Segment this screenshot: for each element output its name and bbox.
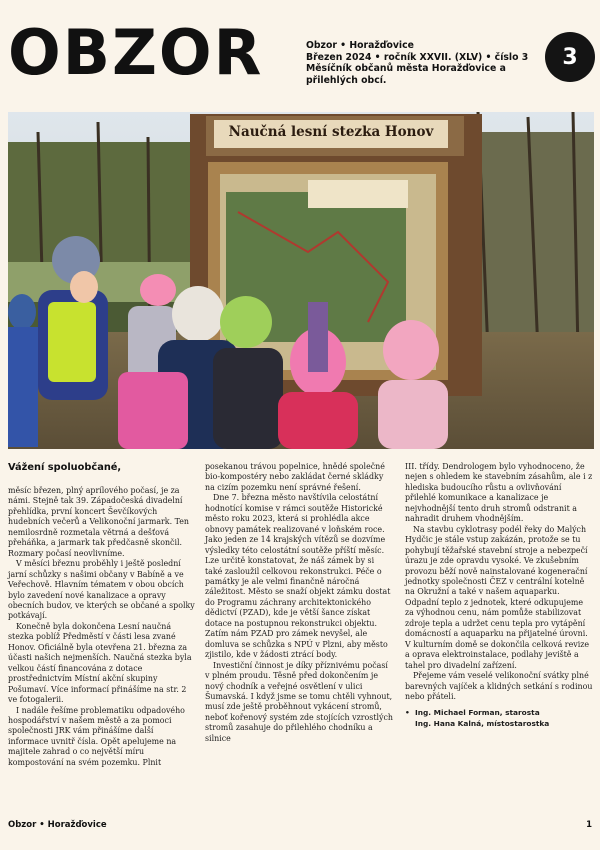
paragraph: Investiční činnost je díky příznivému počasí v plném proudu. Těsně před dokončením je nový chodník a veřejné osvětlení v ulici Šumavská. I když jsme se tomu chtěli vyhnout, musí zde ještě proběhnout vykácení stromů, neboť kořenový systém zde stojících vzrostlých stromů zasahuje do přilehlého chodníku a silnice [205,660,393,743]
publisher-line: Obzor • Horažďovice [306,40,414,51]
cover-photo [8,112,594,449]
paragraph: měsíc březen, plný aprílového počasí, je za námi. Stejně tak 39. Západočeská divadelní přehlídka, první koncert Ševčíkových hudebních večerů a Velikonoční jarmark. Ten nemilosrdně rozmetala větrná a dešťová přeháňka, a jarmark tak předčasně skončil. Rozmary počasí neovlivníme. [8,486,190,558]
article-column-3 [405,462,593,729]
article-column-2 [205,462,393,744]
masthead [0,0,600,112]
article-column-1 [8,486,196,768]
signature-line-1: Ing. Michael Forman, starosta [415,708,540,718]
paragraph: III. třídy. Dendrologem bylo vyhodnoceno, že nejen s ohledem ke stavebním zásahům, ale i z hlediska budoucího růstu a ovlivňování přilehlé komunikace a kanalizace je nejvhodnější tento druh stromů odstranit a nahradit druhem vhodnějším. [405,462,593,524]
issue-info [306,40,536,86]
cover-photo-illustration [8,112,594,449]
article-salutation: Vážení spoluobčané, [8,462,122,473]
newspaper-logo: OBZOR [8,16,264,89]
issue-line: Březen 2024 • ročník XXVII. (XLV) • číslo 3 [306,51,529,63]
signature-line-2: Ing. Hana Kalná, místostarostka [415,718,550,728]
paragraph: posekanou trávou popelnice, hnědé společné bio-kompostéry nebo zakládat černé skládky na cizím pozemku není správné řešení. [205,462,385,492]
paragraph: I nadále řešíme problematiku odpadového hospodářství v našem městě a za pomoci společnosti JRK vám přinášíme další informace uvnitř čísla. Opět apelujeme na majitele zahrad o co největší míru kompostování na svém pozemku. Plnit [8,705,185,767]
page-number: 1 [586,820,592,830]
issue-number-badge: 3 [545,32,595,82]
paragraph: Konečně byla dokončena Lesní naučná stezka poblíž Předměstí v části lesa zvané Honov. Oficiálně byla otevřena 21. března za účasti našich nejmenších. Naučná stezka byla velkou částí financována z dotace prostřednictvím Místní akční skupiny Pošumaví. Více informací přinášíme na str. 2 ve fotogalerii. [8,621,192,705]
paragraph: Přejeme vám veselé velikonoční svátky plné barevných vajíček a klidných setkání s rodinou nebo přáteli. [405,671,593,701]
paragraph: V měsíci březnu proběhly i ještě poslední jarní schůzky s našimi občany v Babíně a ve Veřechově. Hlavním tématem v obou obcích bylo zavedení nové kanalizace a opravy obecních budov, ve kterých se občané a spolky potkávají. [8,559,195,621]
paragraph: Dne 7. března město navštívila celostátní hodnotící komise v rámci soutěže Historické město roku 2023, která si prohlédla akce obnovy památek realizované v loňském roce. Jako jeden ze 14 krajských vítězů se dozvíme výsledky této celostátní soutěže příští měsíc. Lze určitě konstatovat, že náš zámek by si také zasloužil celkovou rekonstrukci. Péče o památky je ale velmi finančně náročná záležitost. Město se snaží objekt zámku dostat do Programu záchrany architektonického dědictví (PZAD), kde je větší šance získat dotace na postupnou rekonstrukci objektu. Zatím nám PZAD pro zámek nevyšel, ale domluva se schůzka s NPÚ v Plzni, aby město zjistilo, kde v žádosti ztrácí body. [205,493,391,660]
signature [405,708,593,729]
footer-publication: Obzor • Horažďovice [8,820,107,830]
paragraph: Na stavbu cyklotrasy podél řeky do Malých Hydčic je stále vstup zakázán, protože se tu pohybují těžařské stavební stroje a nebezpečí úrazu je zde opravdu vysoké. Ve zkušebním provozu běží nově nainstalované kogenerační jednotky společnosti ČEZ v centrální kotelně na Okružní a také v našem aquaparku. Odpadní teplo z jednotek, které odkupujeme za výhodnou cenu, nám pomůže stabilizovat zdroje tepla a udržet cenu tepla pro vytápění domácností a aquaparku na přijatelné úrovni. V kulturním domě se dokončila celková revize a oprava elektroinstalace, podlahy jeviště a tahel pro divadelní zařízení. [405,524,590,670]
sign-title: Naučná lesní stezka Honov [228,124,434,140]
tagline: Měsíčník občanů města Horažďovice a přilehlých obcí. [306,63,506,86]
signature-bullet: • [405,708,410,718]
